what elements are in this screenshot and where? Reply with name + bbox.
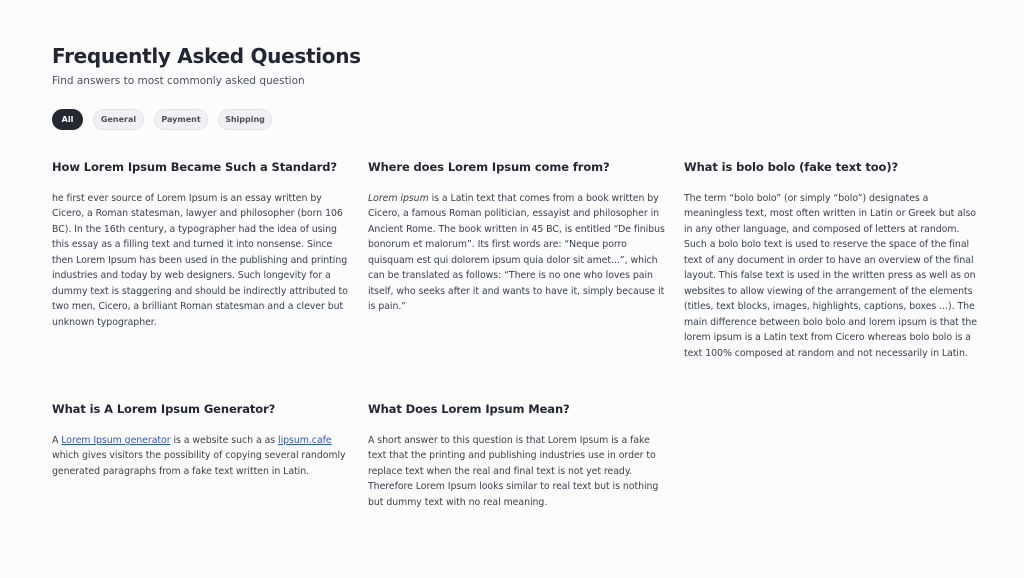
faq-question: What is A Lorem Ipsum Generator? [52, 402, 276, 416]
faq-answer [368, 191, 668, 315]
faq-question: What is bolo bolo (fake text too)? [684, 160, 899, 174]
tab-all[interactable]: All [52, 109, 83, 130]
tab-payment[interactable]: Payment [154, 109, 208, 130]
faq-question: What Does Lorem Ipsum Mean? [368, 402, 570, 416]
category-filter-tabs [52, 109, 272, 130]
faq-answer-prefix: A [52, 435, 62, 446]
faq-answer-emphasis: Lorem ipsum [368, 193, 429, 204]
faq-answer-text: is a Latin text that comes from a book written by Cicero, a famous Roman politician, essayist and philosopher in Ancient Rome. The book written in 45 BC, is entitled “De finibus bonorum et malorum”. Its first words are: “Neque porro quisquam est qui dolorem ipsum quia dolor sit amet...”, which can be translated as follows: “There is no one who loves pain itself, who seeks after it and wants to have it, simply because it is pain.” [368, 193, 665, 313]
faq-answer-suffix: which gives visitors the possibility of copying several randomly generated paragraphs from a fake text written in Latin. [52, 450, 346, 477]
faq-answer [52, 433, 352, 479]
tab-shipping[interactable]: Shipping [218, 109, 272, 130]
faq-item-origin [368, 160, 668, 315]
faq-answer: A short answer to this question is that Lorem Ipsum is a fake text that the printing and publishing industries use in order to replace text when the real and final text is not yet ready. Therefore Lorem Ipsum looks similar to real text but is nothing but dummy text with no real meaning. [368, 435, 659, 508]
faq-item-standard [52, 160, 352, 330]
page-subtitle: Find answers to most commonly asked question [52, 75, 305, 87]
faq-item-bolo-bolo [684, 160, 984, 361]
faq-question: How Lorem Ipsum Became Such a Standard? [52, 160, 337, 174]
faq-answer-middle: is a website such a as [170, 435, 279, 446]
lorem-ipsum-generator-link[interactable]: Lorem Ipsum generator [61, 435, 171, 446]
faq-answer: The term “bolo bolo” (or simply “bolo”) designates a meaningless text, most often written in Latin or Greek but also in any other language, and composed of letters at random. Such a bolo bolo text is used to reserve the space of the final text of any document in order to have an overview of the final layout. This false text is used in the written press as well as on websites to allow viewing of the arrangement of the elements (titles, text blocks, images, highlights, captions, boxes ...). The main difference between bolo bolo and lorem ipsum is that the lorem ipsum is a Latin text from Cicero whereas bolo bolo is a text 100% composed at random and not necessarily in Latin. [684, 193, 977, 359]
lipsum-cafe-link[interactable]: lipsum.cafe [278, 435, 332, 446]
tab-general[interactable]: General [93, 109, 144, 130]
faq-item-generator [52, 402, 352, 479]
page-title: Frequently Asked Questions [52, 44, 361, 68]
faq-answer: he first ever source of Lorem Ipsum is an essay written by Cicero, a Roman statesman, lawyer and philosopher (born 106 BC). In the 16th century, a typographer had the idea of using this essay as a filling text and turned it into nonsense. Since then Lorem Ipsum has been used in the publishing and printing industries and today by web designers. Such longevity for a dummy text is staggering and should be indirectly attributed to two men, Cicero, a brilliant Roman statesman and a clever but unknown typographer. [52, 193, 348, 328]
faq-question: Where does Lorem Ipsum come from? [368, 160, 610, 174]
faq-item-meaning [368, 402, 668, 510]
